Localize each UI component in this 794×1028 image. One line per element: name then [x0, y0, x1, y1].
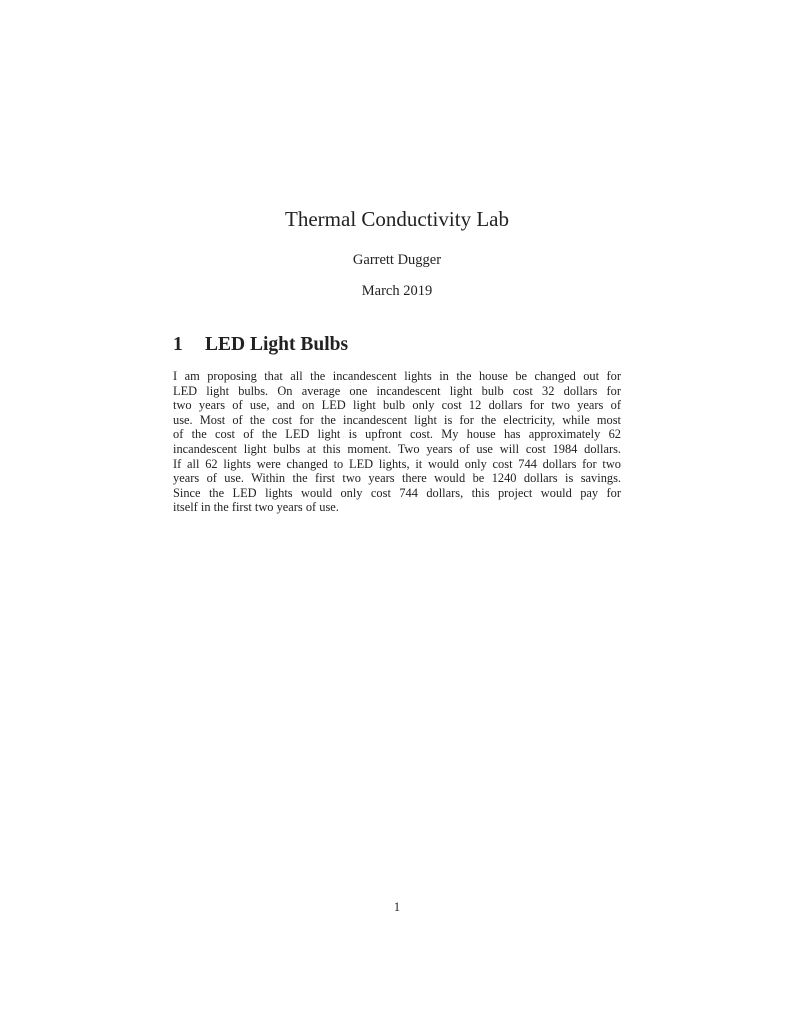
- paragraph-line: I am proposing that all the incandescent lights in the house be changed out for: [173, 369, 621, 383]
- paragraph-line: use. Most of the cost for the incandescent light is for the electricity, while most: [173, 412, 621, 427]
- paragraph-line: itself in the first two years of use.: [173, 500, 339, 515]
- section-number: 1: [173, 334, 183, 355]
- paragraph-line: If all 62 lights were changed to LED lights, it would only cost 744 dollars for two: [173, 456, 621, 471]
- section-heading: [173, 334, 348, 356]
- document-title: Thermal Conductivity Lab: [285, 207, 509, 231]
- paragraph-line: of the cost of the LED light is upfront cost. My house has approximately 62: [173, 427, 621, 442]
- document-date: March 2019: [361, 283, 433, 299]
- paragraph-line: LED light bulbs. On average one incandescent light bulb cost 32 dollars for: [173, 383, 621, 398]
- paragraph-line: Since the LED lights would only cost 744 dollars, this project would pay for: [173, 485, 621, 500]
- paragraph-line: years of use. Within the first two years there would be 1240 dollars is savings.: [173, 471, 621, 486]
- paragraph-line: two years of use, and on LED light bulb only cost 12 dollars for two years of: [173, 398, 621, 413]
- page-number: 1: [393, 900, 401, 914]
- document-author: Garrett Dugger: [352, 252, 442, 268]
- paragraph-line: incandescent light bulbs at this moment. Two years of use will cost 1984 dollars.: [173, 441, 621, 456]
- section-title: LED Light Bulbs: [205, 334, 349, 355]
- body-paragraph: [173, 369, 621, 515]
